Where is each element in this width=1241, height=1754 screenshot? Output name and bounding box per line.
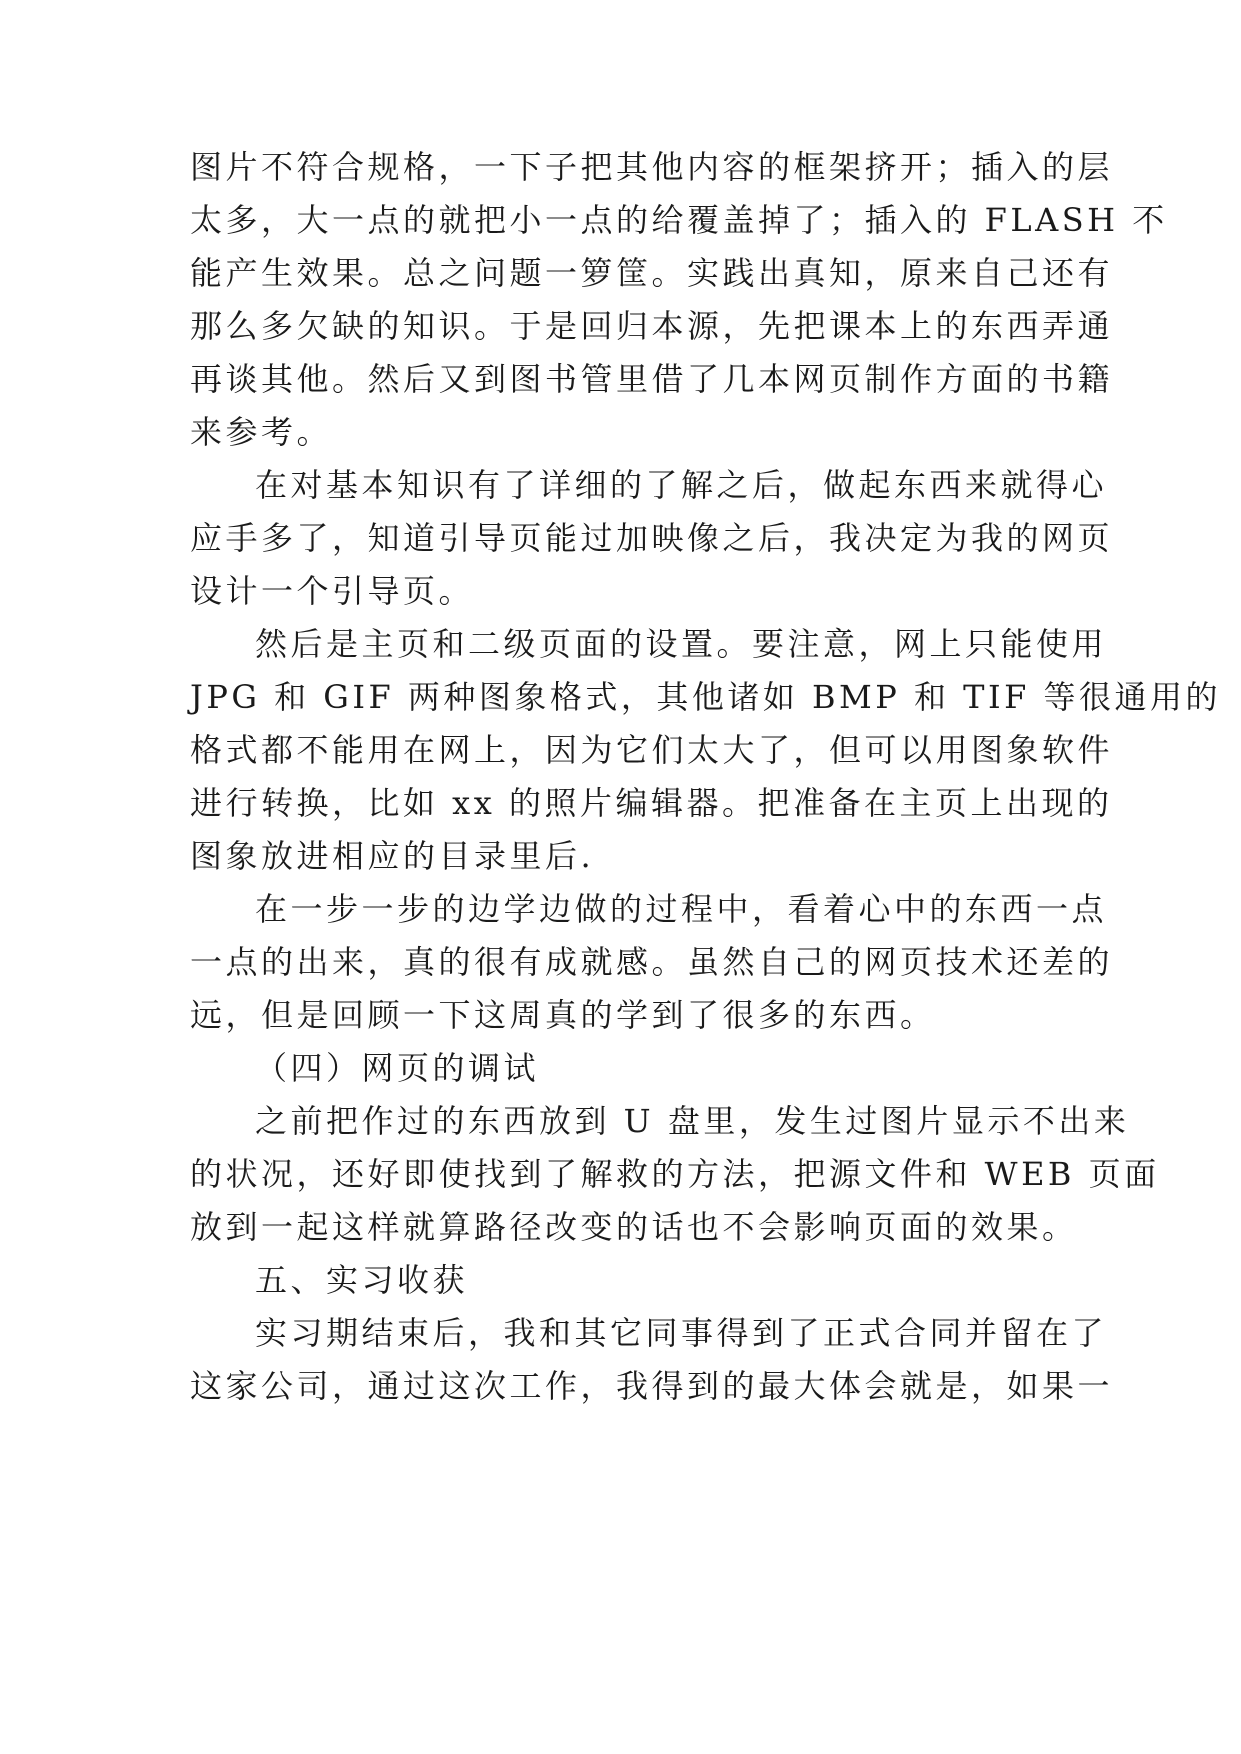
text-line: 图片不符合规格，一下子把其他内容的框架挤开；插入的层: [190, 148, 1114, 186]
paragraph-first-line: 在对基本知识有了详细的了解之后，做起东西来就得心: [255, 466, 1108, 504]
text-line: 放到一起这样就算路径改变的话也不会影响页面的效果。: [190, 1208, 1078, 1246]
text-line: 的状况，还好即使找到了解救的方法，把源文件和 WEB 页面: [190, 1155, 1160, 1193]
paragraph-first-line: 在一步一步的边学边做的过程中，看着心中的东西一点: [255, 890, 1108, 928]
text-line: 应手多了，知道引导页能过加映像之后，我决定为我的网页: [190, 519, 1114, 557]
text-line: 这家公司，通过这次工作，我得到的最大体会就是，如果一: [190, 1367, 1114, 1405]
paragraph-first-line: 之前把作过的东西放到 U 盘里，发生过图片显示不出来: [255, 1102, 1130, 1140]
text-line: 设计一个引导页。: [190, 572, 475, 610]
text-line: 再谈其他。然后又到图书管里借了几本网页制作方面的书籍: [190, 360, 1114, 398]
section-heading: 五、实习收获: [255, 1261, 469, 1299]
text-line: 太多，大一点的就把小一点的给覆盖掉了；插入的 FLASH 不: [190, 201, 1168, 239]
text-line: 一点的出来，真的很有成就感。虽然自己的网页技术还差的: [190, 943, 1114, 981]
paragraph-first-line: 然后是主页和二级页面的设置。要注意，网上只能使用: [255, 625, 1108, 663]
text-line: 格式都不能用在网上，因为它们太大了，但可以用图象软件: [190, 731, 1114, 769]
text-line: 图象放进相应的目录里后.: [190, 837, 595, 875]
text-line: 来参考。: [190, 413, 333, 451]
text-line: 进行转换，比如 xx 的照片编辑器。把准备在主页上出现的: [190, 784, 1113, 822]
paragraph-first-line: 实习期结束后，我和其它同事得到了正式合同并留在了: [255, 1314, 1108, 1352]
section-heading: （四）网页的调试: [255, 1049, 540, 1087]
text-line: 能产生效果。总之问题一箩筐。实践出真知，原来自己还有: [190, 254, 1114, 292]
text-line: 远，但是回顾一下这周真的学到了很多的东西。: [190, 996, 936, 1034]
text-line: 那么多欠缺的知识。于是回归本源，先把课本上的东西弄通: [190, 307, 1114, 345]
text-line: JPG 和 GIF 两种图象格式，其他诸如 BMP 和 TIF 等很通用的: [190, 678, 1222, 716]
